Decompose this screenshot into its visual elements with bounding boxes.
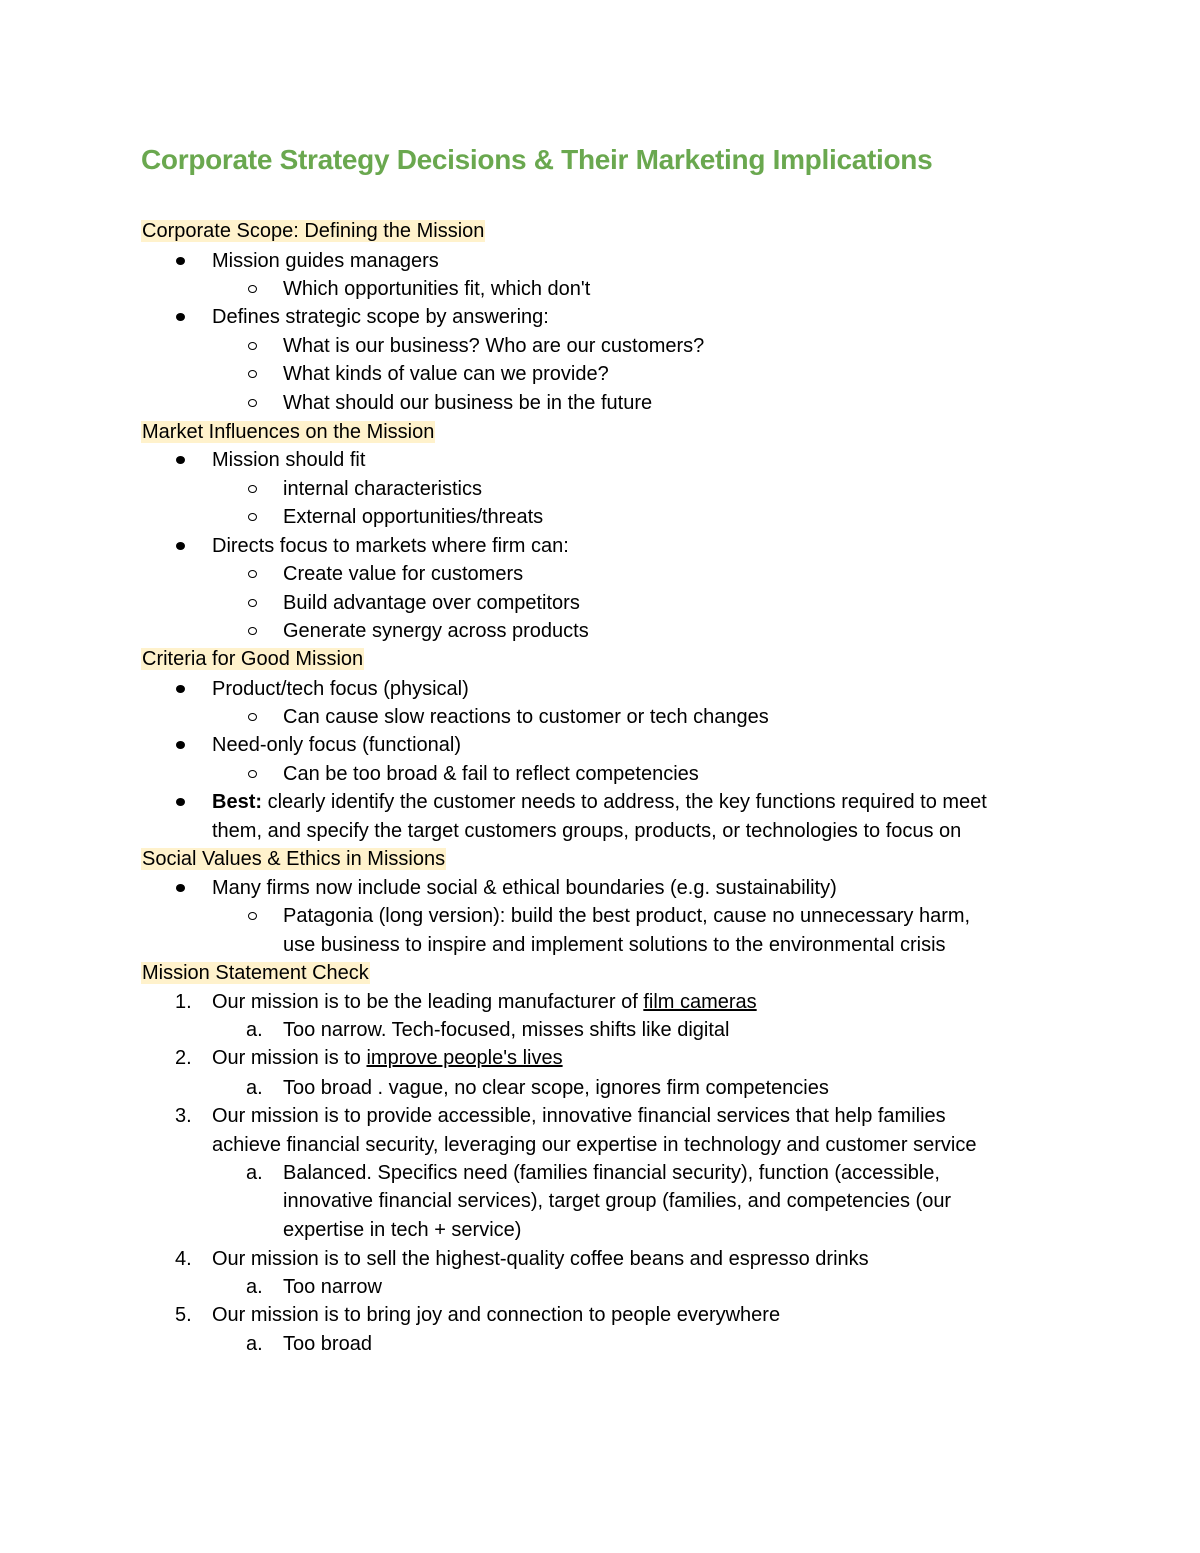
list-subitem: [283, 703, 769, 731]
list-subitem-text: Can cause slow reactions to customer or tech changes: [283, 706, 769, 728]
hollow-bullet-icon: [248, 360, 260, 388]
list-item-text: Directs focus to markets where firm can:: [212, 535, 569, 557]
section-heading-social-values: [141, 845, 446, 873]
bullet-icon: [176, 731, 188, 759]
list-subitem: [283, 389, 652, 417]
list-item: [212, 874, 837, 902]
list-item-text: Defines strategic scope by answering:: [212, 306, 549, 328]
list-number: 1.: [175, 991, 192, 1013]
list-letter: a.: [246, 1162, 263, 1184]
list-subitem-text: Can be too broad & fail to reflect competencies: [283, 763, 699, 785]
lettered-subitem-text: Too narrow. Tech-focused, misses shifts like digital: [283, 1019, 730, 1041]
bullet-icon: [176, 675, 188, 703]
lettered-subitem: [246, 1273, 382, 1301]
list-subitem: [283, 332, 704, 360]
heading-text: Mission Statement Check: [142, 962, 369, 984]
section-heading-mission-check: [141, 959, 370, 987]
list-subitem-text: Which opportunities fit, which don't: [283, 278, 591, 300]
list-subitem-text: use business to inspire and implement solutions to the environmental crisis: [283, 934, 946, 956]
numbered-item-text: Our mission is to: [212, 1047, 367, 1069]
hollow-bullet-icon: [248, 760, 260, 788]
numbered-item-text: achieve financial security, leveraging our expertise in technology and customer service: [212, 1134, 977, 1156]
underlined-phrase: film cameras: [643, 991, 757, 1013]
list-number: 3.: [175, 1105, 192, 1127]
list-subitem-text: Create value for customers: [283, 563, 524, 585]
numbered-item-text: Our mission is to bring joy and connection to people everywhere: [212, 1304, 781, 1326]
list-item: [212, 303, 549, 331]
heading-text: Corporate Scope: Defining the Mission: [142, 220, 485, 242]
hollow-bullet-icon: [248, 389, 260, 417]
list-subitem: [283, 360, 609, 388]
numbered-item: [175, 988, 757, 1016]
hollow-bullet-icon: [248, 617, 260, 645]
list-letter: a.: [246, 1077, 263, 1099]
list-subitem: [283, 589, 580, 617]
hollow-bullet-icon: [248, 589, 260, 617]
hollow-bullet-icon: [248, 332, 260, 360]
numbered-item-text: Our mission is to provide accessible, innovative financial services that help families: [212, 1105, 946, 1127]
list-item-bold-label: Best:: [212, 791, 263, 813]
bullet-icon: [176, 247, 188, 275]
list-item-continuation: [212, 817, 961, 845]
numbered-item-continuation: [212, 1131, 976, 1159]
numbered-item: [175, 1102, 946, 1130]
lettered-subitem: [246, 1016, 730, 1044]
lettered-subitem-text: Too broad . vague, no clear scope, ignores firm competencies: [283, 1077, 829, 1099]
lettered-subitem-text: expertise in tech + service): [283, 1219, 522, 1241]
numbered-item: [175, 1245, 869, 1273]
list-subitem-text: Generate synergy across products: [283, 620, 589, 642]
list-item: [212, 788, 987, 816]
numbered-item: [175, 1301, 781, 1329]
list-subitem-continuation: [283, 931, 946, 959]
document-title: Corporate Strategy Decisions & Their Marketing Implications: [141, 144, 933, 175]
list-letter: a.: [246, 1019, 263, 1041]
list-subitem-text: What should our business be in the future: [283, 392, 653, 414]
list-item: [212, 731, 461, 759]
lettered-subitem-text: Balanced. Specifics need (families financial security), function (accessible,: [283, 1162, 940, 1184]
list-subitem: [283, 902, 970, 930]
heading-text: Criteria for Good Mission: [142, 648, 364, 670]
list-subitem: [283, 275, 590, 303]
list-item-text: Product/tech focus (physical): [212, 678, 469, 700]
heading-text: Market Influences on the Mission: [142, 421, 435, 443]
list-subitem-text: Patagonia (long version): build the best product, cause no unnecessary harm,: [283, 905, 971, 927]
list-subitem: [283, 475, 482, 503]
hollow-bullet-icon: [248, 703, 260, 731]
list-item: [212, 675, 469, 703]
hollow-bullet-icon: [248, 902, 260, 930]
bullet-icon: [176, 788, 188, 816]
list-number: 2.: [175, 1047, 192, 1069]
list-letter: a.: [246, 1276, 263, 1298]
list-subitem: [283, 617, 589, 645]
list-item: [212, 247, 439, 275]
lettered-subitem-text: Too narrow: [283, 1276, 382, 1298]
numbered-item: [175, 1044, 563, 1072]
list-subitem-text: What is our business? Who are our customers?: [283, 335, 705, 357]
numbered-item-text: Our mission is to sell the highest-quality coffee beans and espresso drinks: [212, 1248, 869, 1270]
lettered-subitem: [246, 1074, 829, 1102]
lettered-subitem: [246, 1330, 372, 1358]
lettered-subitem-text: Too broad: [283, 1333, 372, 1355]
list-item-text: Mission guides managers: [212, 250, 439, 272]
section-heading-market-influences: [141, 418, 435, 446]
bullet-icon: [176, 874, 188, 902]
list-subitem-text: What kinds of value can we provide?: [283, 363, 609, 385]
lettered-subitem-continuation: [283, 1187, 951, 1215]
list-number: 4.: [175, 1248, 192, 1270]
lettered-subitem: [246, 1159, 940, 1187]
lettered-subitem-text: innovative financial services), target group (families, and competencies (our: [283, 1190, 952, 1212]
heading-text: Social Values & Ethics in Missions: [142, 848, 446, 870]
list-item-text: clearly identify the customer needs to address, the key functions required to meet: [262, 791, 987, 813]
hollow-bullet-icon: [248, 560, 260, 588]
list-subitem: [283, 760, 699, 788]
section-heading-corporate-scope: [141, 217, 485, 245]
list-item-text: Many firms now include social & ethical boundaries (e.g. sustainability): [212, 877, 837, 899]
bullet-icon: [176, 446, 188, 474]
list-item: [212, 446, 365, 474]
list-letter: a.: [246, 1333, 263, 1355]
lettered-subitem-continuation: [283, 1216, 521, 1244]
numbered-item-text: Our mission is to be the leading manufacturer of: [212, 991, 644, 1013]
list-item-text: Mission should fit: [212, 449, 366, 471]
bullet-icon: [176, 532, 188, 560]
bullet-icon: [176, 303, 188, 331]
hollow-bullet-icon: [248, 475, 260, 503]
list-subitem: [283, 560, 523, 588]
list-item-text: Need-only focus (functional): [212, 734, 462, 756]
hollow-bullet-icon: [248, 503, 260, 531]
underlined-phrase: improve people's lives: [366, 1047, 563, 1069]
hollow-bullet-icon: [248, 275, 260, 303]
list-subitem: [283, 503, 543, 531]
list-item: [212, 532, 569, 560]
list-subitem-text: internal characteristics: [283, 478, 482, 500]
section-heading-criteria: [141, 645, 364, 673]
list-subitem-text: External opportunities/threats: [283, 506, 544, 528]
list-number: 5.: [175, 1304, 192, 1326]
list-subitem-text: Build advantage over competitors: [283, 592, 580, 614]
list-item-text: them, and specify the target customers groups, products, or technologies to focus on: [212, 820, 962, 842]
